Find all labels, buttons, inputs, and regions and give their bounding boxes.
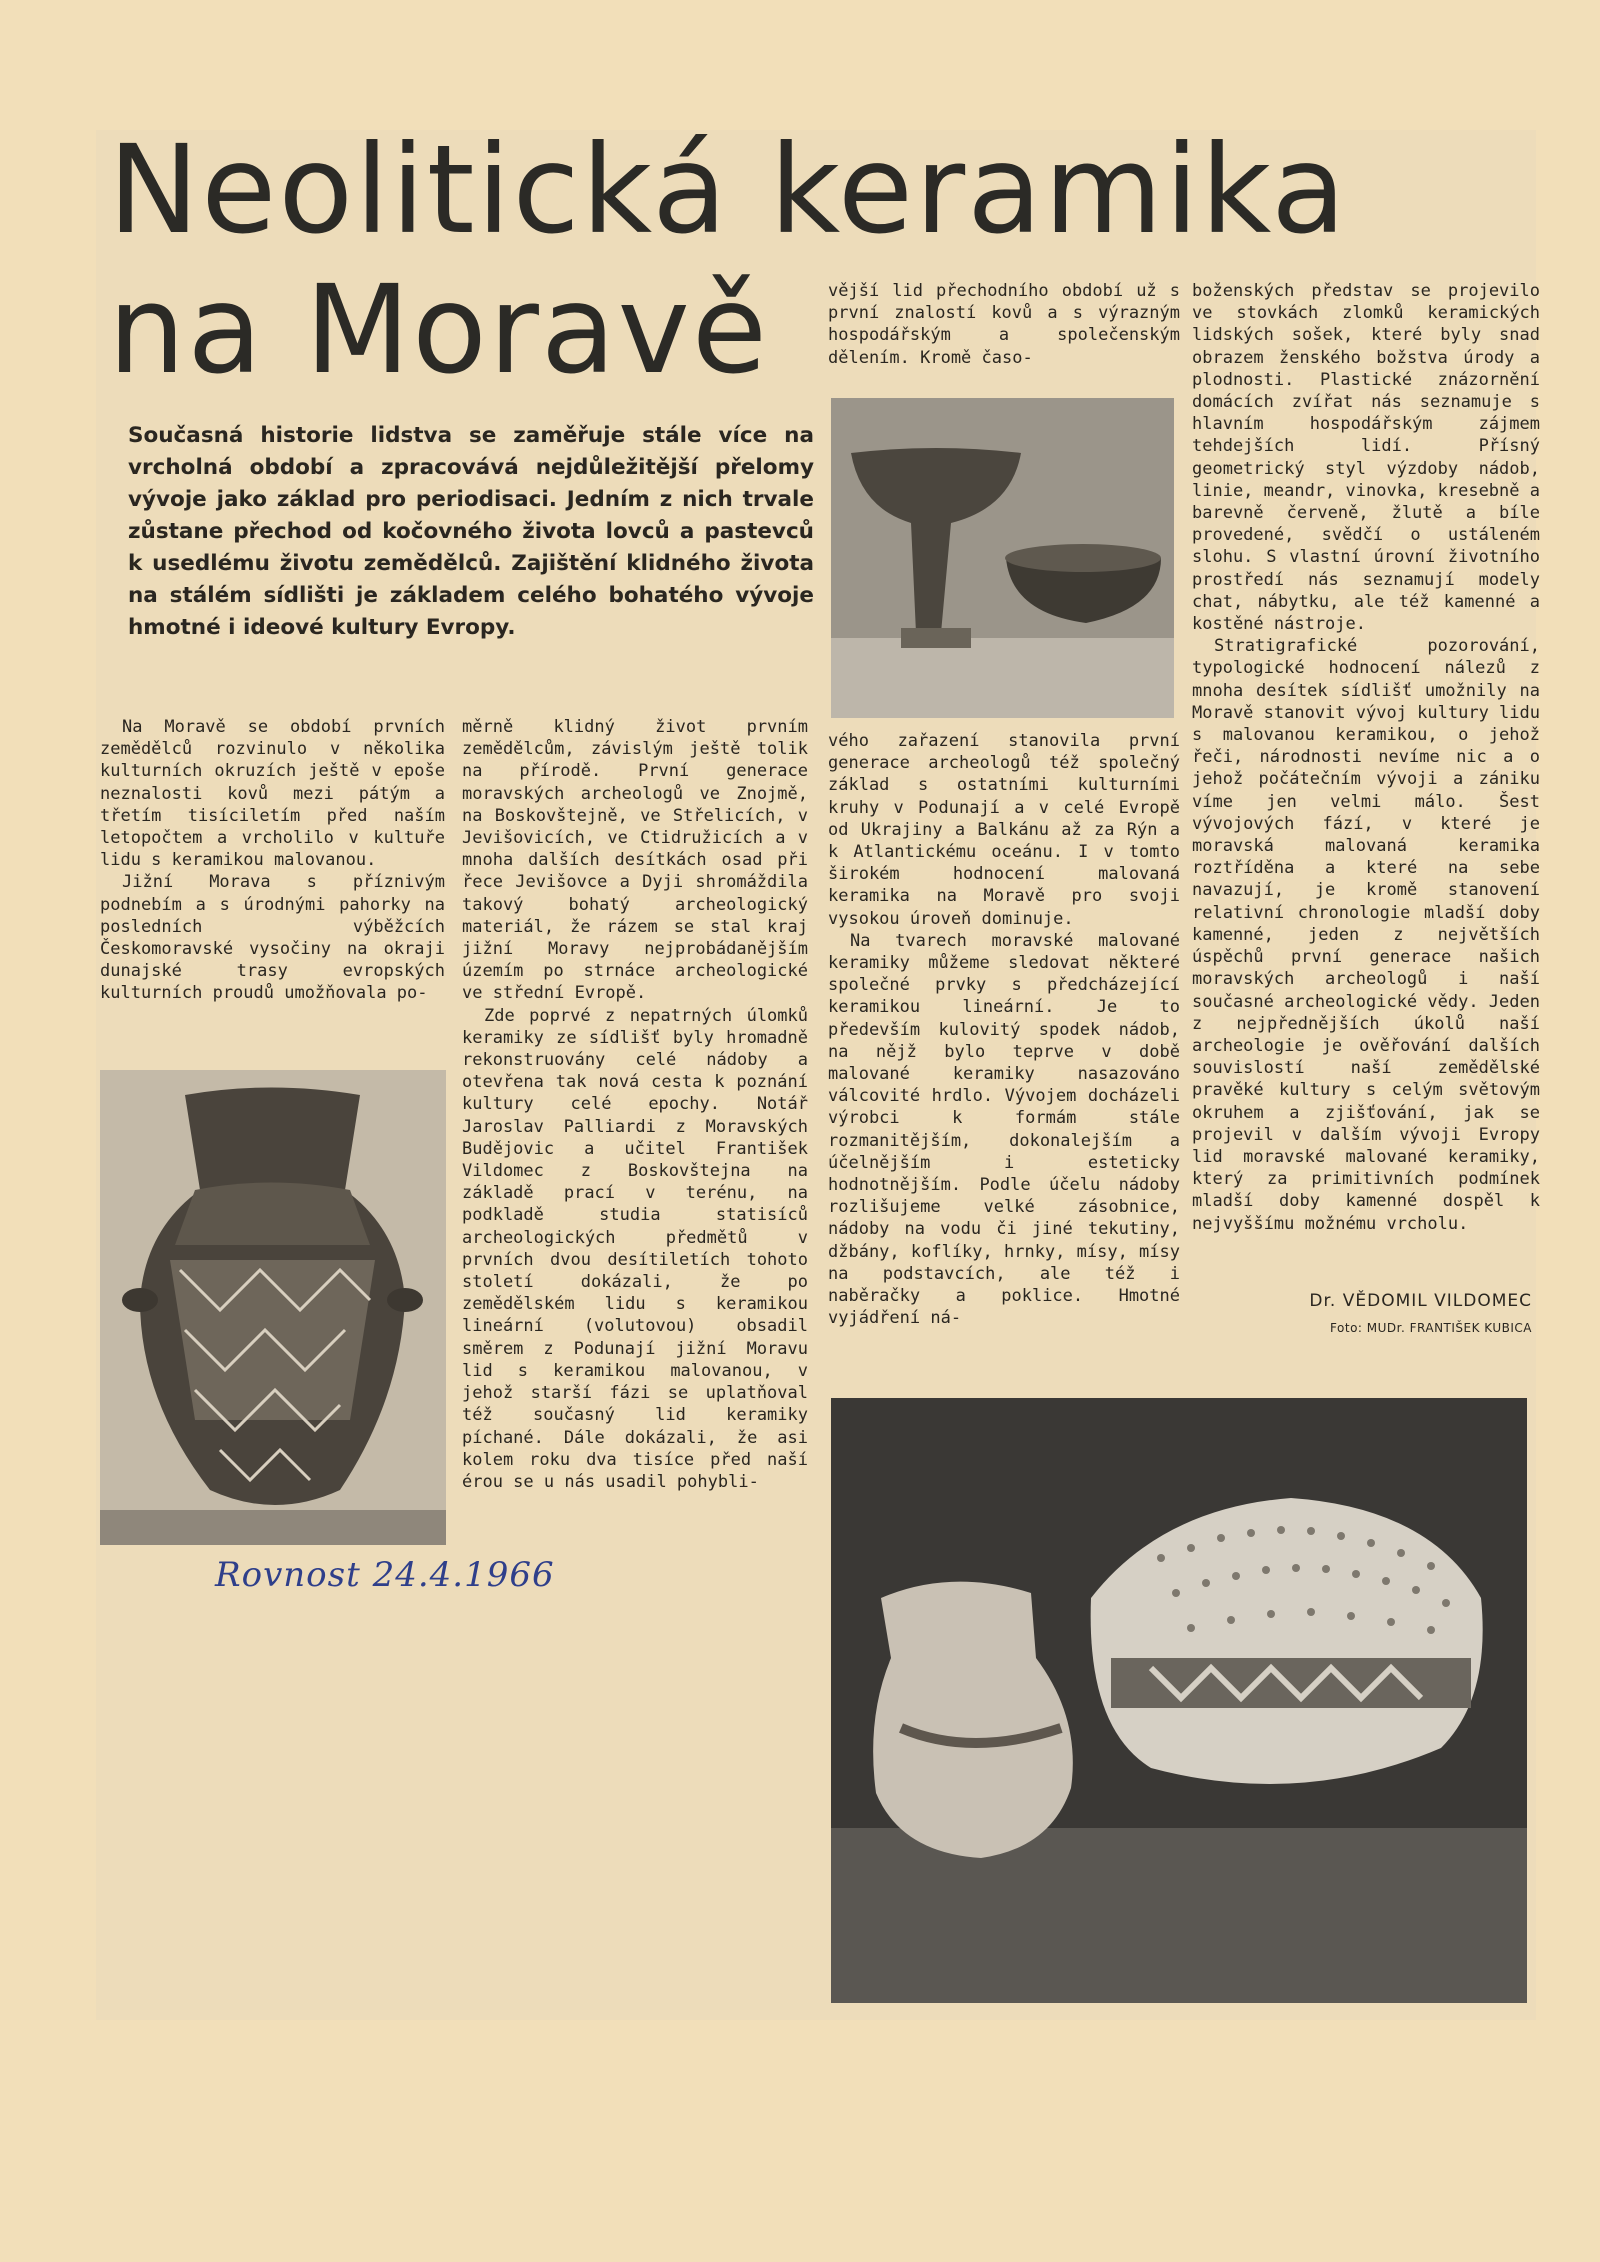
headline-line-1: Neolitická keramika <box>108 119 1348 261</box>
pedestal-bowls-photo <box>831 398 1174 718</box>
paragraph: vější lid přechodního období už s první znalostí kovů a s výrazným hospodářským a společenským dělením. Kromě časo- <box>828 281 1180 368</box>
headline-line-2: na Moravě <box>108 259 769 401</box>
paragraph: boženských představ se projevilo ve stovkách zlomků keramických lidských sošek, které byly snad obrazem ženského božstva úrody a plodnosti. Plastické znázornění domácích zvířat nás seznamuje s hlavním hospodářským zájmem tehdejších lidí. Přísný geometrický styl výzdoby nádob, linie, meandr, vinovka, kresebně a barevně červeně, žlutě a bíle provedené, svědčí o ustáleném slohu. S vlastní úrovní životního prostředí nás seznamují modely chat, nábytku, ale též kamenné a kostěné nástroje. <box>1192 281 1540 635</box>
dotted-vessels-photo <box>831 1398 1527 2003</box>
article-column-2 <box>462 716 808 1493</box>
handwritten-note: Rovnost 24.4.1966 <box>215 1555 555 1595</box>
article-column-1 <box>100 716 445 1005</box>
author-signature: Dr. VĚDOMIL VILDOMEC <box>1309 1291 1532 1311</box>
paragraph: Jižní Morava s příznivým podnebím a s úrodnými pahorky na posledních výběžcích Českomoravské vysočiny na okraji dunajské trasy evropských kulturních proudů umožňovala po- <box>100 872 445 1004</box>
photo-credit: Foto: MUDr. FRANTIŠEK KUBICA <box>1330 1321 1532 1335</box>
paragraph: vého zařazení stanovila první generace archeologů též společný základ s ostatními kulturními kruhy v Podunají a v celé Evropě od Ukrajiny a Balkánu až za Rýn a k Atlantickému oceánu. I v tomto širokém hodnocení malovaná keramika na Moravě pro svoji vysokou úroveň dominuje. <box>828 731 1180 929</box>
paragraph: Stratigrafické pozorování, typologické hodnocení nálezů z mnoha desítek sídlišť umožnily na Moravě stanovit vývoj kultury lidu s malovanou keramikou, o jehož řeči, národnosti nevíme nic a o jehož počátečním vývoji a zániku víme jen velmi málo. Šest vývojových fází, v které je moravská malovaná keramika roztříděna a které na sebe navazují, je kromě stanovení relativní chronologie mladší doby kamenné, jeden z největších úspěchů první generace našich moravských archeologů i naší současné archeologické vědy. Jeden z nejpřednějších úkolů naší archeologie je ověřování dalších souvislostí naší zemědělské pravěké kultury s celým světovým okruhem a zjišťování, jak se projevil v dalším vývoji Evropy lid moravské malované keramiky, který za primitivních podmínek mladší doby kamenné dospěl k nejvyššímu možnému vrcholu. <box>1192 636 1540 1234</box>
paragraph: měrně klidný život prvním zemědělcům, závislým ještě tolik na přírodě. První generace moravských archeologů ve Znojmě, na Boskovštejně, ve Střelicích, v Jevišovicích, ve Ctidružicích a v mnoha dalších desítkách osad při řece Jevišovce a Dyji shromáždila takový bohatý archeologický materiál, že rázem se stal kraj jižní Moravy nejprobádanějším územím po strnáce archeologické ve střední Evropě. <box>462 717 808 1004</box>
vessels-illustration <box>831 1398 1527 2003</box>
vase-illustration <box>100 1070 446 1545</box>
bowls-illustration <box>831 398 1174 718</box>
paragraph: Na tvarech moravské malované keramiky můžeme sledovat některé společné prvky s předcházející keramikou lineární. Je to především kulovitý spodek nádob, na nějž bylo teprve v době malované keramiky nasazováno válcovité hrdlo. Vývojem docházeli výrobci k formám stále rozmanitějším, dokonalejším a účelnějším i esteticky hodnotnějším. Podle účelu nádoby rozlišujeme velké zásobnice, nádoby na vodu či jiné tekutiny, džbány, koflíky, hrnky, mísy, mísy na podstavcích, ale též i naběračky a poklice. Hmotné vyjádření ná- <box>828 930 1180 1329</box>
article-column-4 <box>1192 280 1540 1235</box>
paragraph: Na Moravě se období prvních zemědělců rozvinulo v několika kulturních okruzích ještě v epoše neznalosti kovů mezi pátým a třetím tisíciletím před naším letopočtem a vrcholilo v kultuře lidu s keramikou malovanou. <box>100 717 445 871</box>
paragraph: Zde poprvé z nepatrných úlomků keramiky ze sídlišť byly hromadně rekonstruovány celé nádoby a otevřena tak nová cesta k poznání kultury celé epochy. Notář Jaroslav Palliardi z Moravských Budějovic a učitel František Vildomec z Boskovštejna na základě prací v terénu, na podkladě studia statisíců archeologických předmětů v prvních dvou desítiletích tohoto století dokázali, že po zemědělském lidu s keramikou lineární (volutovou) obsadil směrem z Podunají jižní Moravu lid s keramikou malovanou, v jehož starší fázi se uplatňoval též současný lid keramiky píchané. Dále dokázali, že asi kolem roku dva tisíce před naší érou se u nás usadil pohybli- <box>462 1005 808 1492</box>
article-column-3-top <box>828 280 1180 369</box>
painted-vase-photo <box>100 1070 446 1545</box>
article-lead: Současná historie lidstva se zaměřuje stále více na vrcholná období a zpracovává nejdůležitější přelomy vývoje jako základ pro periodisaci. Jedním z nich trvale zůstane přechod od kočovného života lovců a pastevců k usedlému životu zemědělců. Zajištění klidného života na stálém sídlišti je základem celého bohatého vývoje hmotné i ideové kultury Evropy. <box>128 423 814 640</box>
article-column-3-bottom <box>828 730 1180 1329</box>
